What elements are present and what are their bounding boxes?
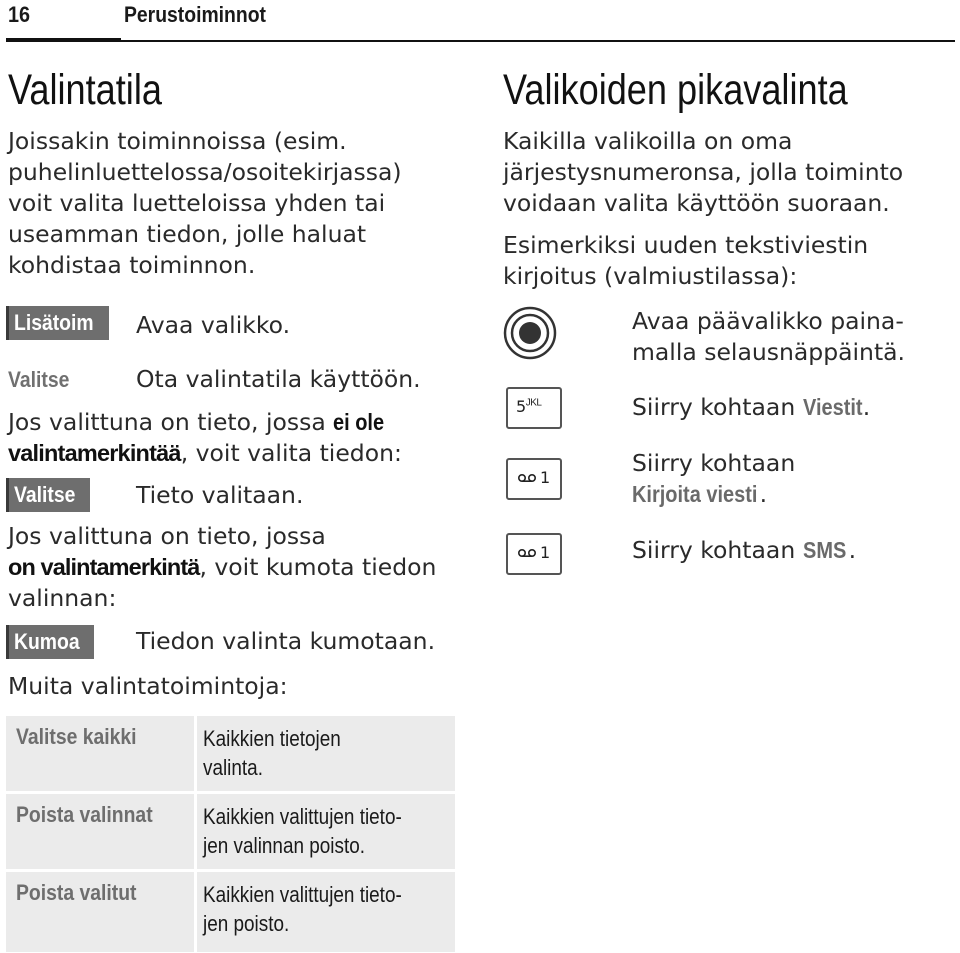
value-line: jen poisto. <box>203 911 290 936</box>
header-rule-thin <box>121 40 955 42</box>
more-options-heading: Muita valintatoimintoja: <box>8 672 288 700</box>
step-2-text <box>632 393 870 421</box>
key-select-label <box>8 367 78 393</box>
key-digit: 1 <box>540 543 550 562</box>
key-select-desc: Ota valintatila käyttöön. <box>136 365 421 393</box>
selection-options-table <box>6 716 455 952</box>
intro-line: Joissakin toiminnoissa (esim. <box>8 127 347 155</box>
key-letters: JKL <box>525 397 542 409</box>
value-line: Kaikkien valittujen tieto- <box>203 882 402 907</box>
example-line: kirjoitus (valmiustilassa): <box>503 262 798 290</box>
para-marked <box>8 521 436 614</box>
value-line: valinta. <box>203 755 263 780</box>
example-line: Esimerkiksi uuden tekstiviestin <box>503 231 869 259</box>
right-heading: Valikoiden pikavalinta <box>503 66 848 114</box>
intro-line: useamman tiedon, jolle haluat <box>8 220 367 248</box>
softkey-select[interactable] <box>6 478 90 512</box>
softkey-select-desc: Tieto valitaan. <box>136 481 304 509</box>
value-line: Kaikkien tietojen <box>203 726 341 751</box>
navigation-key-icon <box>502 305 558 361</box>
para-not-marked <box>8 407 402 469</box>
table-row <box>6 794 455 869</box>
softkey-undo[interactable] <box>6 625 94 659</box>
header-rule-thick <box>6 38 121 42</box>
table-key: Valitse kaikki <box>16 724 137 749</box>
voicemail-icon <box>518 473 536 483</box>
left-heading: Valintatila <box>8 66 162 114</box>
text-run: Siirry kohtaan <box>632 393 803 421</box>
step-line: Avaa päävalikko paina- <box>632 307 904 335</box>
text-run: , voit valita tiedon: <box>180 439 402 467</box>
softkey-label: Valitse <box>14 482 76 507</box>
intro-line: Kaikilla valikoilla on oma <box>503 127 793 155</box>
text-line: Jos valittuna on tieto, jossa <box>8 522 326 550</box>
softkey-options-desc: Avaa valikko. <box>136 311 291 339</box>
step-4-text <box>632 536 856 564</box>
key-1-voicemail-icon <box>506 533 562 575</box>
intro-line: voit valita luetteloissa yhden tai <box>8 189 386 217</box>
text-run: . <box>759 480 768 508</box>
menu-term: Kirjoita viesti <box>632 481 758 507</box>
table-value <box>203 880 461 938</box>
step-line: malla selausnäppäintä. <box>632 338 906 366</box>
step-line: Siirry kohtaan <box>632 449 796 477</box>
section-title: Perustoiminnot <box>124 2 266 27</box>
softkey-label: Kumoa <box>14 629 80 654</box>
table-row <box>6 872 455 952</box>
text-run: Siirry kohtaan <box>632 536 803 564</box>
softkey-label: Lisätoim <box>14 310 94 335</box>
table-key: Poista valitut <box>16 880 137 905</box>
text-run: , voit kumota tiedon <box>199 553 437 581</box>
key-1-voicemail-icon <box>506 458 562 500</box>
page-number: 16 <box>8 2 31 27</box>
value-line: Kaikkien valittujen tieto- <box>203 804 402 829</box>
left-intro <box>8 126 402 281</box>
key-select-text: Valitse <box>8 367 70 392</box>
step-3-text <box>632 448 795 510</box>
intro-line: kohdistaa toiminnon. <box>8 251 256 279</box>
right-intro <box>503 126 903 219</box>
text-run: . <box>848 536 857 564</box>
menu-term: Viestit <box>802 394 863 420</box>
intro-line: voidaan valita käyttöön suoraan. <box>503 189 890 217</box>
table-value <box>203 802 461 860</box>
softkey-undo-desc: Tiedon valinta kumotaan. <box>136 627 436 655</box>
key-digit <box>516 397 541 416</box>
key-digit-text: 5 <box>516 397 526 416</box>
menu-term: SMS <box>802 537 846 563</box>
emphasis: valintamerkintää <box>8 440 181 466</box>
key-5-icon <box>506 387 562 429</box>
text-line: valinnan: <box>8 584 117 612</box>
text-run: . <box>862 393 871 421</box>
right-example <box>503 230 868 292</box>
table-value <box>203 724 461 782</box>
key-digit: 1 <box>540 468 550 487</box>
table-column-divider <box>194 716 197 952</box>
value-line: jen valinnan poisto. <box>203 833 365 858</box>
intro-line: puhelinluettelossa/osoitekirjassa) <box>8 158 402 186</box>
text-run: Jos valittuna on tieto, jossa <box>8 408 334 436</box>
intro-line: järjestysnumeronsa, jolla toiminto <box>503 158 904 186</box>
softkey-options[interactable] <box>6 306 109 340</box>
table-key: Poista valinnat <box>16 802 153 827</box>
voicemail-icon <box>518 548 536 558</box>
step-1-text <box>632 306 905 368</box>
table-row <box>6 716 455 791</box>
emphasis: on valintamerkintä <box>8 554 200 580</box>
emphasis: ei ole <box>333 409 385 435</box>
